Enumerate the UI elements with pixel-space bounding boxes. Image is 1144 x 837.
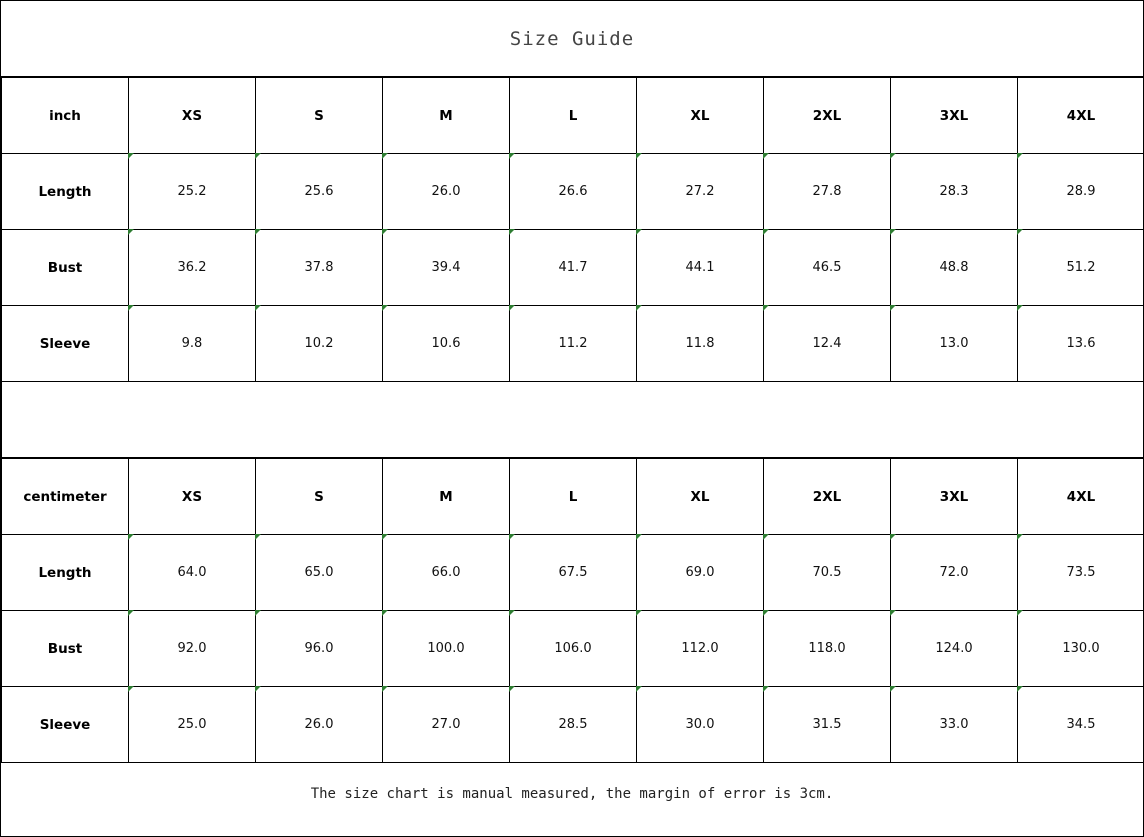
size-header-cm-2xl: 2XL [764,459,891,535]
row-label-cm-sleeve: Sleeve [2,687,129,763]
cell-inch-length-2xl: 27.8 [764,154,891,230]
size-header-2xl: 2XL [764,78,891,154]
size-header-l: L [510,78,637,154]
cell-cm-length-3xl: 72.0 [891,535,1018,611]
cell-inch-length-4xl: 28.9 [1018,154,1144,230]
cell-inch-sleeve-3xl: 13.0 [891,306,1018,382]
cell-inch-length-3xl: 28.3 [891,154,1018,230]
row-label-bust: Bust [2,230,129,306]
cell-inch-length-m: 26.0 [383,154,510,230]
row-label-sleeve: Sleeve [2,306,129,382]
size-header-s: S [256,78,383,154]
size-header-xs: XS [129,78,256,154]
inch-size-table [1,77,1144,458]
table-row [2,306,1144,382]
size-header-m: M [383,78,510,154]
spacer-cell [2,382,1144,458]
cell-cm-bust-4xl: 130.0 [1018,611,1144,687]
cell-cm-length-xs: 64.0 [129,535,256,611]
cell-inch-bust-2xl: 46.5 [764,230,891,306]
cell-cm-bust-m: 100.0 [383,611,510,687]
table-row [2,687,1144,763]
table-row [2,154,1144,230]
cell-cm-length-2xl: 70.5 [764,535,891,611]
table-row [2,611,1144,687]
cell-inch-length-s: 25.6 [256,154,383,230]
size-header-cm-xl: XL [637,459,764,535]
cell-cm-sleeve-l: 28.5 [510,687,637,763]
cell-cm-sleeve-xs: 25.0 [129,687,256,763]
cell-cm-bust-l: 106.0 [510,611,637,687]
cell-cm-length-s: 65.0 [256,535,383,611]
size-header-cm-m: M [383,459,510,535]
cell-cm-bust-3xl: 124.0 [891,611,1018,687]
page-title: Size Guide [1,1,1143,77]
cell-cm-length-m: 66.0 [383,535,510,611]
size-header-xl: XL [637,78,764,154]
row-label-cm-bust: Bust [2,611,129,687]
table-row [2,230,1144,306]
cell-cm-bust-xs: 92.0 [129,611,256,687]
cell-cm-length-xl: 69.0 [637,535,764,611]
row-label-length: Length [2,154,129,230]
cell-inch-bust-m: 39.4 [383,230,510,306]
cell-cm-bust-2xl: 118.0 [764,611,891,687]
cell-inch-bust-xs: 36.2 [129,230,256,306]
cell-inch-sleeve-xs: 9.8 [129,306,256,382]
cell-cm-length-l: 67.5 [510,535,637,611]
cell-cm-sleeve-s: 26.0 [256,687,383,763]
cell-inch-sleeve-l: 11.2 [510,306,637,382]
centimeter-size-table [1,458,1144,763]
size-header-3xl: 3XL [891,78,1018,154]
unit-label-inch: inch [2,78,129,154]
footer-note: The size chart is manual measured, the margin of error is 3cm. [310,786,834,802]
cell-inch-sleeve-2xl: 12.4 [764,306,891,382]
cell-inch-bust-s: 37.8 [256,230,383,306]
cell-cm-bust-s: 96.0 [256,611,383,687]
cell-inch-length-xl: 27.2 [637,154,764,230]
cell-inch-bust-4xl: 51.2 [1018,230,1144,306]
cell-inch-sleeve-m: 10.6 [383,306,510,382]
unit-label-centimeter: centimeter [2,459,129,535]
size-header-cm-4xl: 4XL [1018,459,1144,535]
table-row [2,535,1144,611]
row-label-cm-length: Length [2,535,129,611]
size-header-cm-s: S [256,459,383,535]
size-header-4xl: 4XL [1018,78,1144,154]
size-header-cm-xs: XS [129,459,256,535]
cell-cm-sleeve-3xl: 33.0 [891,687,1018,763]
size-header-cm-3xl: 3XL [891,459,1018,535]
cell-cm-sleeve-m: 27.0 [383,687,510,763]
cell-inch-bust-xl: 44.1 [637,230,764,306]
table-header-row [2,459,1144,535]
cell-inch-length-xs: 25.2 [129,154,256,230]
cell-inch-sleeve-s: 10.2 [256,306,383,382]
size-header-cm-l: L [510,459,637,535]
cell-cm-length-4xl: 73.5 [1018,535,1144,611]
cell-inch-length-l: 26.6 [510,154,637,230]
cell-inch-bust-3xl: 48.8 [891,230,1018,306]
table-header-row [2,78,1144,154]
cell-cm-sleeve-xl: 30.0 [637,687,764,763]
table-spacer-row [2,382,1144,458]
cell-cm-sleeve-4xl: 34.5 [1018,687,1144,763]
cell-inch-sleeve-xl: 11.8 [637,306,764,382]
cell-inch-bust-l: 41.7 [510,230,637,306]
cell-inch-sleeve-4xl: 13.6 [1018,306,1144,382]
cell-cm-bust-xl: 112.0 [637,611,764,687]
cell-cm-sleeve-2xl: 31.5 [764,687,891,763]
